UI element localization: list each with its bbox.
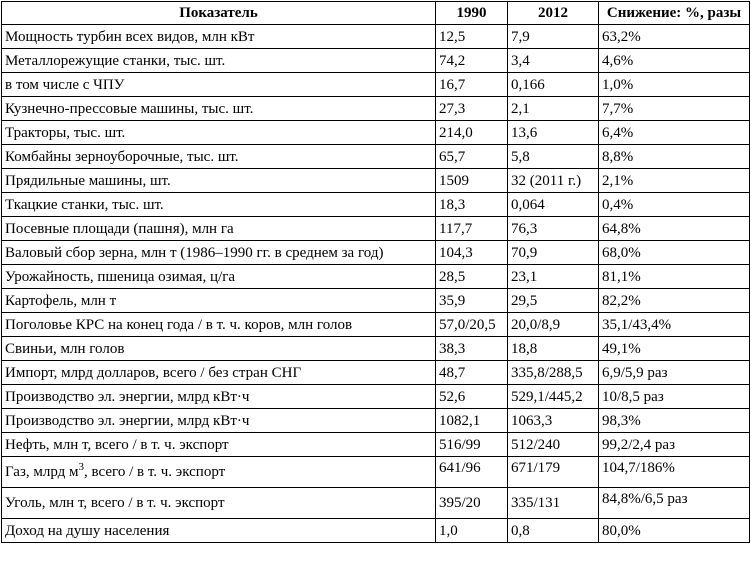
table-row [2, 49, 750, 73]
value-1990-cell: 1082,1 [436, 409, 508, 433]
value-1990-cell: 641/96 [436, 457, 508, 488]
table-row [2, 433, 750, 457]
decline-cell: 4,6% [599, 49, 750, 73]
indicator-cell: Урожайность, пшеница озимая, ц/га [2, 265, 436, 289]
decline-cell: 82,2% [599, 289, 750, 313]
value-2012-cell: 70,9 [508, 241, 599, 265]
decline-cell: 35,1/43,4% [599, 313, 750, 337]
value-2012-cell: 3,4 [508, 49, 599, 73]
value-1990-cell: 1509 [436, 169, 508, 193]
value-2012-cell: 23,1 [508, 265, 599, 289]
value-1990-cell: 18,3 [436, 193, 508, 217]
value-1990-cell: 35,9 [436, 289, 508, 313]
value-2012-cell: 7,9 [508, 25, 599, 49]
decline-cell: 6,4% [599, 121, 750, 145]
indicator-cell: Картофель, млн т [2, 289, 436, 313]
value-2012-cell: 29,5 [508, 289, 599, 313]
value-2012-cell: 335,8/288,5 [508, 361, 599, 385]
value-1990-cell: 38,3 [436, 337, 508, 361]
decline-cell: 7,7% [599, 97, 750, 121]
table-row [2, 313, 750, 337]
decline-cell: 81,1% [599, 265, 750, 289]
header-decline: Снижение: %, разы [599, 2, 750, 25]
value-2012-cell: 76,3 [508, 217, 599, 241]
decline-cell: 8,8% [599, 145, 750, 169]
statistics-table [1, 1, 750, 543]
indicator-text-post: , всего / в т. ч. экспорт [84, 464, 226, 480]
decline-cell: 98,3% [599, 409, 750, 433]
decline-cell: 1,0% [599, 73, 750, 97]
indicator-cell: Нефть, млн т, всего / в т. ч. экспорт [2, 433, 436, 457]
value-1990-cell: 1,0 [436, 519, 508, 543]
value-2012-cell: 0,064 [508, 193, 599, 217]
decline-cell: 63,2% [599, 25, 750, 49]
table-row [2, 337, 750, 361]
indicator-cell: Мощность турбин всех видов, млн кВт [2, 25, 436, 49]
indicator-cell: Прядильные машины, шт. [2, 169, 436, 193]
value-1990-cell: 12,5 [436, 25, 508, 49]
table-row [2, 73, 750, 97]
table-row [2, 193, 750, 217]
indicator-cell: Поголовье КРС на конец года / в т. ч. коров, млн голов [2, 313, 436, 337]
table-row [2, 145, 750, 169]
value-1990-cell: 28,5 [436, 265, 508, 289]
indicator-cell: Доход на душу населения [2, 519, 436, 543]
value-2012-cell: 13,6 [508, 121, 599, 145]
indicator-cell: Импорт, млрд долларов, всего / без стран СНГ [2, 361, 436, 385]
value-1990-cell: 52,6 [436, 385, 508, 409]
decline-cell: 6,9/5,9 раз [599, 361, 750, 385]
indicator-cell: в том числе с ЧПУ [2, 73, 436, 97]
table-row [2, 519, 750, 543]
table-row [2, 289, 750, 313]
decline-cell: 99,2/2,4 раз [599, 433, 750, 457]
indicator-text-pre: Газ, млрд м [5, 464, 79, 480]
table-row [2, 361, 750, 385]
value-2012-cell: 32 (2011 г.) [508, 169, 599, 193]
decline-cell: 68,0% [599, 241, 750, 265]
indicator-cell: Комбайны зерноуборочные, тыс. шт. [2, 145, 436, 169]
value-2012-cell: 20,0/8,9 [508, 313, 599, 337]
value-1990-cell: 65,7 [436, 145, 508, 169]
value-2012-cell: 512/240 [508, 433, 599, 457]
value-2012-cell: 0,166 [508, 73, 599, 97]
value-2012-cell: 5,8 [508, 145, 599, 169]
decline-cell: 49,1% [599, 337, 750, 361]
indicator-cell: Ткацкие станки, тыс. шт. [2, 193, 436, 217]
table-row [2, 457, 750, 488]
header-2012: 2012 [508, 2, 599, 25]
decline-cell: 104,7/186% [599, 457, 750, 488]
value-1990-cell: 516/99 [436, 433, 508, 457]
table-row [2, 241, 750, 265]
value-1990-cell: 104,3 [436, 241, 508, 265]
value-2012-cell: 529,1/445,2 [508, 385, 599, 409]
table-row [2, 409, 750, 433]
value-2012-cell: 671/179 [508, 457, 599, 488]
value-1990-cell: 117,7 [436, 217, 508, 241]
table-row [2, 169, 750, 193]
decline-cell: 0,4% [599, 193, 750, 217]
table-row [2, 488, 750, 519]
value-1990-cell: 16,7 [436, 73, 508, 97]
header-row [2, 2, 750, 25]
table-row [2, 265, 750, 289]
indicator-cell: Производство эл. энергии, млрд кВт·ч [2, 409, 436, 433]
value-1990-cell: 27,3 [436, 97, 508, 121]
header-indicator: Показатель [2, 2, 436, 25]
indicator-cell: Металлорежущие станки, тыс. шт. [2, 49, 436, 73]
value-1990-cell: 395/20 [436, 488, 508, 519]
header-1990: 1990 [436, 2, 508, 25]
decline-cell: 10/8,5 раз [599, 385, 750, 409]
table-row [2, 121, 750, 145]
value-2012-cell: 2,1 [508, 97, 599, 121]
table-row [2, 385, 750, 409]
indicator-cell: Свиньи, млн голов [2, 337, 436, 361]
value-2012-cell: 18,8 [508, 337, 599, 361]
value-1990-cell: 74,2 [436, 49, 508, 73]
indicator-cell: Кузнечно-прессовые машины, тыс. шт. [2, 97, 436, 121]
decline-cell: 2,1% [599, 169, 750, 193]
decline-cell: 84,8%/6,5 раз [599, 488, 750, 519]
decline-cell: 64,8% [599, 217, 750, 241]
value-1990-cell: 214,0 [436, 121, 508, 145]
value-2012-cell: 0,8 [508, 519, 599, 543]
value-2012-cell: 335/131 [508, 488, 599, 519]
indicator-cell: Производство эл. энергии, млрд кВт·ч [2, 385, 436, 409]
indicator-cell: Тракторы, тыс. шт. [2, 121, 436, 145]
table-row [2, 25, 750, 49]
indicator-cell: Уголь, млн т, всего / в т. ч. экспорт [2, 488, 436, 519]
decline-cell: 80,0% [599, 519, 750, 543]
value-2012-cell: 1063,3 [508, 409, 599, 433]
indicator-cell: Посевные площади (пашня), млн га [2, 217, 436, 241]
table-row [2, 217, 750, 241]
superscript-3: 3 [78, 461, 85, 473]
indicator-cell [2, 457, 436, 488]
indicator-cell: Валовый сбор зерна, млн т (1986–1990 гг. в среднем за год) [2, 241, 436, 265]
value-1990-cell: 48,7 [436, 361, 508, 385]
table-row [2, 97, 750, 121]
value-1990-cell: 57,0/20,5 [436, 313, 508, 337]
